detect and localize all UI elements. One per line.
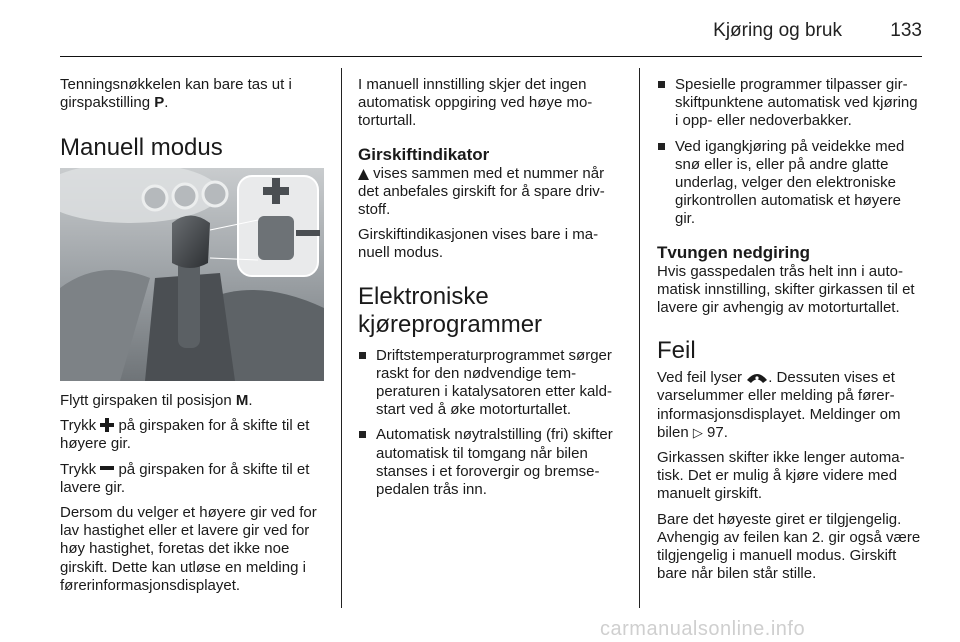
list-item: Driftstemperaturprogrammet sørger raskt for den nødvendige temperaturen i katalysatoren etter kaldstart ved å øke motorturtallet. [358,347,624,420]
page-ref-icon: ▷ [692,424,703,440]
move-lever-paragraph: Flytt girspaken til posisjon M. [60,392,253,409]
column-divider-1 [341,68,342,608]
fault-paragraph: Ved feil lyser . Dessuten vises et varselummer eller melding på førerinformasjonsdisplayet. Meldinger om bilen ▷ 97. [657,369,901,441]
no-auto-shift-paragraph: Girkassen skifter ikke lenger automatisk. Det er mulig å kjøre videre med manuelt girskift. [657,449,905,503]
watermark: carmanualsonline.info [600,618,806,640]
column-1 [60,76,326,162]
indicator-manual-paragraph: Girskiftindikasjonen vises bare i manuell modus. [358,226,599,262]
kickdown-paragraph: Hvis gasspedalen trås helt inn i automatisk innstilling, skifter girkassen til et lavere gir avhengig av motorturtallet. [657,262,915,317]
minus-icon [100,462,114,476]
section-title: Kjøring og bruk [713,20,842,41]
header-rule [60,56,922,57]
manual-mode-heading: Manuell modus [60,134,223,162]
highest-gear-paragraph: Bare det høyeste giret er tilgjengelig. Avhengig av feilen kan 2. gir også være tilgjengelig i manuell modus. Girskift bare når bilen står stille. [657,510,921,583]
plus-icon [100,418,114,432]
gear-lever-photo [60,168,324,381]
electronic-programs-heading: Elektroniske kjøreprogrammer [358,282,543,338]
fault-heading: Feil [657,337,696,365]
column-1-lower [60,392,326,602]
shift-rules-paragraph: Dersom du velger et høyere gir ved for lav hastighet eller et lavere gir ved for høy hastighet, foretas det ikke noe girskift. Dette kan utløse en melding i førerinformasjonsdisplayet. [60,504,317,594]
programs-list [358,347,624,500]
transmission-warning-icon [746,372,768,384]
shift-up-paragraph: Trykk på girspaken for å skifte til et høyere gir. [60,417,310,453]
page-header [60,0,922,58]
column-2 [358,76,624,506]
kickdown-heading: Tvungen nedgiring [657,242,810,262]
column-divider-2 [639,68,640,608]
shift-indicator-heading: Girskiftindikator [358,144,490,164]
no-auto-upshift-paragraph: I manuell innstilling skjer det ingen automatisk oppgiring ved høye motorturtall. [358,76,593,130]
shift-down-paragraph: Trykk på girspaken for å skifte til et lavere gir. [60,460,310,496]
programs-list-continued [657,76,923,229]
list-item: Automatisk nøytralstilling (fri) skifter automatisk til tomgang når bilen stanses i et forovergir og bremsepedalen trås inn. [358,426,624,499]
list-item: Ved igangkjøring på veidekke med snø eller is, eller på andre glatte underlag, velger den elektroniske girkontrollen automatisk et høyere gir. [657,138,923,229]
page-number: 133 [890,20,922,41]
up-triangle-icon [358,169,369,180]
column-3 [657,76,923,590]
list-item: Spesielle programmer tilpasser girskiftpunktene automatisk ved kjøring i opp- eller nedoverbakker. [657,76,923,131]
shift-indicator-paragraph: vises sammen med et nummer når det anbefales girskift for å spare drivstoff. [358,164,605,219]
intro-paragraph: Tenningsnøkkelen kan bare tas ut i girspakstilling P. [60,76,292,112]
